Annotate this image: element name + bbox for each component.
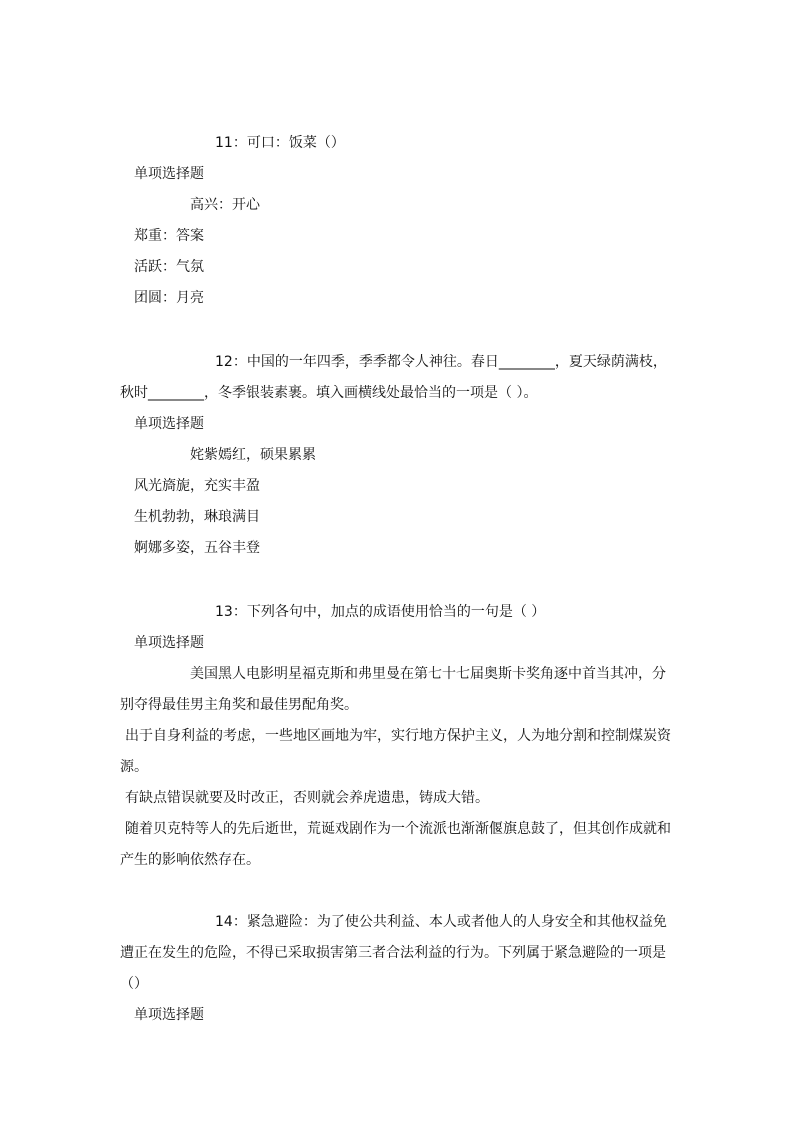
question-stem: 12：中国的一年四季，季季都令人神往。春日________，夏天绿荫满枝，秋时________，冬季银装素裹。填入画横线处最恰当的一项是（ ）。 [120,354,667,401]
option-c: 有缺点错误就要及时改正，否则就会养虎遗患，铸成大错。 [125,790,489,806]
question-stem: 14：紧急避险：为了使公共利益、本人或者他人的人身安全和其他权益免遭正在发生的危险，不得已采取损害第三者合法利益的行为。下列属于紧急避险的一项是（） [120,914,667,992]
option-b: 风光旖旎，充实丰盈 [134,478,260,494]
option-d: 婀娜多姿，五谷丰登 [134,540,260,556]
option-c: 活跃：气氛 [134,259,204,275]
option-c: 生机勃勃，琳琅满目 [134,509,260,525]
option-a: 高兴：开心 [190,197,260,213]
question-type: 单项选择题 [134,635,204,651]
option-a: 美国黑人电影明星福克斯和弗里曼在第七十七届奥斯卡奖角逐中首当其冲，分别夺得最佳男主角奖和最佳男配角奖。 [120,666,666,713]
question-14 [120,907,672,1031]
question-type: 单项选择题 [134,416,204,432]
question-13 [120,597,672,876]
question-stem: 13：下列各句中，加点的成语使用恰当的一句是（ ） [215,604,546,620]
question-type: 单项选择题 [134,166,204,182]
option-b: 出于自身利益的考虑，一些地区画地为牢，实行地方保护主义，人为地分割和控制煤炭资源。 [120,728,671,775]
question-stem: 11：可口：饭菜（） [215,135,345,151]
option-a: 姹紫嫣红，硕果累累 [190,447,316,463]
option-d: 团圆：月亮 [134,290,204,306]
option-b: 郑重：答案 [134,228,204,244]
question-12 [120,347,672,564]
question-11 [120,128,672,314]
option-d: 随着贝克特等人的先后逝世，荒诞戏剧作为一个流派也渐渐偃旗息鼓了，但其创作成就和产生的影响依然存在。 [120,821,671,868]
question-type: 单项选择题 [134,1007,204,1023]
